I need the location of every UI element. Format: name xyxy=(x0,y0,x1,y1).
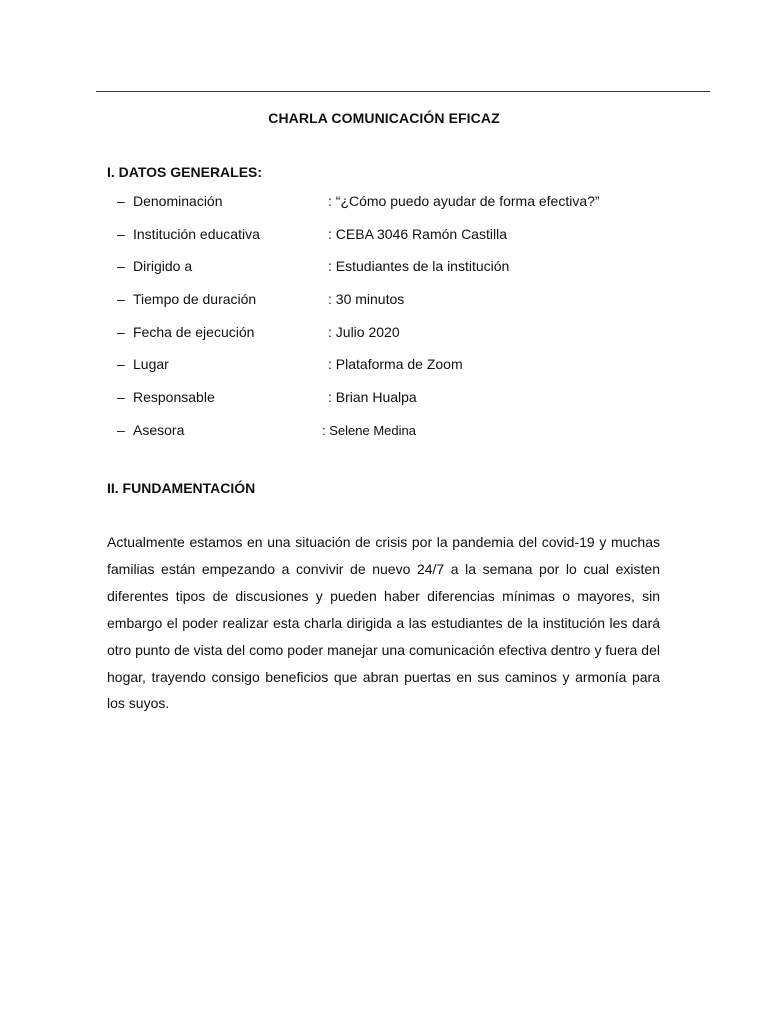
item-value: : CEBA 3046 Ramón Castilla xyxy=(328,226,507,242)
item-value: : Julio 2020 xyxy=(328,324,400,340)
bullet-dash: – xyxy=(117,389,125,405)
item-value: : Brian Hualpa xyxy=(328,389,417,405)
list-item-dirigido xyxy=(117,258,677,278)
bullet-dash: – xyxy=(117,291,125,307)
list-item-tiempo xyxy=(117,291,677,311)
item-value: : 30 minutos xyxy=(328,291,405,307)
item-label: Lugar xyxy=(133,356,169,372)
item-label: Dirigido a xyxy=(133,258,193,274)
bullet-dash: – xyxy=(117,324,125,340)
bullet-dash: – xyxy=(117,422,125,438)
list-item-denominacion xyxy=(117,193,677,213)
fundamentacion-paragraph: Actualmente estamos en una situación de crisis por la pandemia del covid-19 y muchas familias están empezando a convivir de nuevo 24/7 a la semana por lo cual existen diferentes tipos de discusiones y pueden haber diferencias mínimas o mayores, sin embargo el poder realizar esta charla dirigida a las estudiantes de la institución les dará otro punto de vista del como poder manejar una comunicación efectiva dentro y fuera del hogar, trayendo consigo beneficios que abran puertas en sus caminos y armonía para los suyos. xyxy=(107,534,660,712)
list-item-responsable xyxy=(117,389,677,409)
item-value: : Estudiantes de la institución xyxy=(328,258,510,274)
item-label: Institución educativa xyxy=(133,226,260,242)
list-item-institucion xyxy=(117,226,677,246)
section-heading-datos-generales: I. DATOS GENERALES: xyxy=(107,164,263,180)
list-item-fecha xyxy=(117,324,677,344)
item-value: : Plataforma de Zoom xyxy=(328,356,463,372)
bullet-dash: – xyxy=(117,226,125,242)
list-item-asesora xyxy=(117,422,677,442)
item-label: Denominación xyxy=(133,193,223,209)
header-rule xyxy=(96,91,710,92)
item-label: Asesora xyxy=(133,422,185,438)
item-label: Fecha de ejecución xyxy=(133,324,255,340)
document-title: CHARLA COMUNICACIÓN EFICAZ xyxy=(268,110,500,126)
item-label: Responsable xyxy=(133,389,215,405)
bullet-dash: – xyxy=(117,356,125,372)
list-item-lugar xyxy=(117,356,677,376)
item-label: Tiempo de duración xyxy=(133,291,257,307)
item-value: : Selene Medina xyxy=(322,423,416,438)
item-value: : “¿Cómo puedo ayudar de forma efectiva?” xyxy=(328,193,600,209)
section-heading-fundamentacion: II. FUNDAMENTACIÓN xyxy=(107,480,256,496)
bullet-dash: – xyxy=(117,258,125,274)
bullet-dash: – xyxy=(117,193,125,209)
